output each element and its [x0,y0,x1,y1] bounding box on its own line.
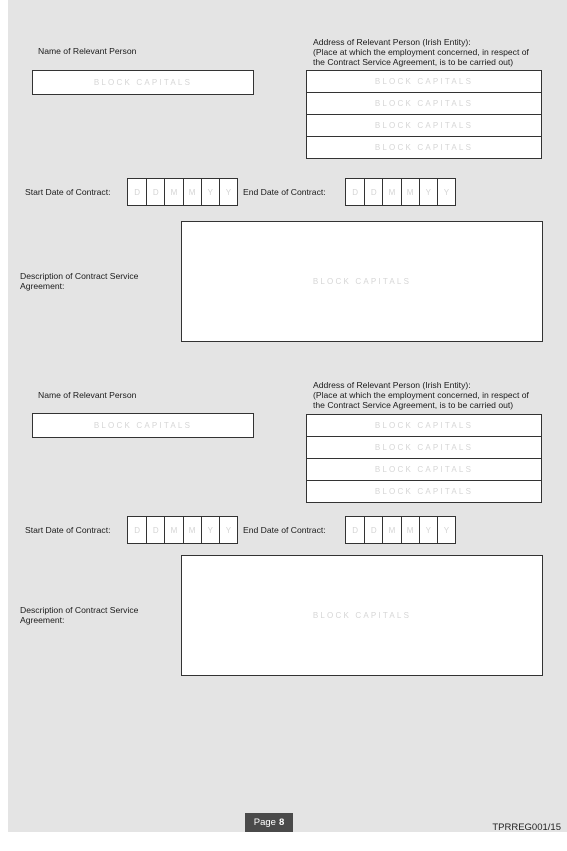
address-note-line-2: the Contract Service Agreement, is to be carried out) [313,57,514,67]
page-number: 8 [278,817,285,828]
end-date-cell[interactable]: D [364,179,382,205]
address-label: Address of Relevant Person (Irish Entity): [313,37,471,47]
start-date-cell[interactable]: M [183,179,201,205]
address-line-3[interactable]: BLOCK CAPITALS [306,458,542,481]
address-field-group [306,70,542,159]
start-date-cell[interactable]: Y [201,517,219,543]
start-date-cell[interactable]: M [164,179,182,205]
name-label: Name of Relevant Person [38,390,137,400]
end-date-cell[interactable]: Y [437,179,455,205]
start-date-cell[interactable]: Y [201,179,219,205]
end-date-cell[interactable]: Y [419,179,437,205]
address-line-1[interactable]: BLOCK CAPITALS [306,414,542,437]
description-field[interactable] [181,555,543,676]
start-date-cell[interactable]: D [146,179,164,205]
start-date-cell[interactable]: D [134,525,140,535]
start-date-cell[interactable]: Y [219,179,237,205]
address-field-group [306,414,542,503]
start-date-cell[interactable]: Y [219,517,237,543]
end-date-cell[interactable]: D [352,525,358,535]
address-note-line-1: (Place at which the employment concerned, in respect of [313,390,529,400]
start-date-field[interactable] [127,178,238,206]
end-date-cell[interactable]: D [364,517,382,543]
end-date-cell[interactable]: M [401,179,419,205]
description-label-line-1: Description of Contract Service [20,271,139,281]
start-date-field[interactable] [127,516,238,544]
end-date-label: End Date of Contract: [243,187,326,197]
description-label-line-2: Agreement: [20,615,65,625]
form-reference: TPRREG001/15 [492,822,561,833]
address-line-3[interactable]: BLOCK CAPITALS [306,114,542,137]
address-label: Address of Relevant Person (Irish Entity): [313,380,471,390]
start-date-cell[interactable]: D [146,517,164,543]
start-date-label: Start Date of Contract: [25,187,111,197]
address-note-line-2: the Contract Service Agreement, is to be carried out) [313,400,514,410]
name-field[interactable] [32,413,254,438]
start-date-cell[interactable]: M [164,517,182,543]
end-date-cell[interactable]: M [401,517,419,543]
name-placeholder: BLOCK CAPITALS [93,421,193,430]
end-date-field[interactable] [345,516,456,544]
name-placeholder: BLOCK CAPITALS [93,78,193,87]
end-date-cell[interactable]: M [382,517,400,543]
end-date-label: End Date of Contract: [243,525,326,535]
description-placeholder: BLOCK CAPITALS [312,277,412,286]
address-line-4[interactable]: BLOCK CAPITALS [306,136,542,159]
page-number-tab [245,813,293,832]
start-date-label: Start Date of Contract: [25,525,111,535]
address-line-2[interactable]: BLOCK CAPITALS [306,92,542,115]
description-label-line-1: Description of Contract Service [20,605,139,615]
address-line-4[interactable]: BLOCK CAPITALS [306,480,542,503]
description-label-line-2: Agreement: [20,281,65,291]
start-date-cell[interactable]: M [183,517,201,543]
end-date-field[interactable] [345,178,456,206]
address-line-2[interactable]: BLOCK CAPITALS [306,436,542,459]
page-label: Page [253,817,276,828]
address-note-line-1: (Place at which the employment concerned, in respect of [313,47,529,57]
end-date-cell[interactable]: D [352,187,358,197]
end-date-cell[interactable]: Y [419,517,437,543]
address-line-1[interactable]: BLOCK CAPITALS [306,70,542,93]
description-placeholder: BLOCK CAPITALS [312,611,412,620]
end-date-cell[interactable]: M [382,179,400,205]
end-date-cell[interactable]: Y [437,517,455,543]
start-date-cell[interactable]: D [134,187,140,197]
name-field[interactable] [32,70,254,95]
description-field[interactable] [181,221,543,342]
name-label: Name of Relevant Person [38,46,137,56]
